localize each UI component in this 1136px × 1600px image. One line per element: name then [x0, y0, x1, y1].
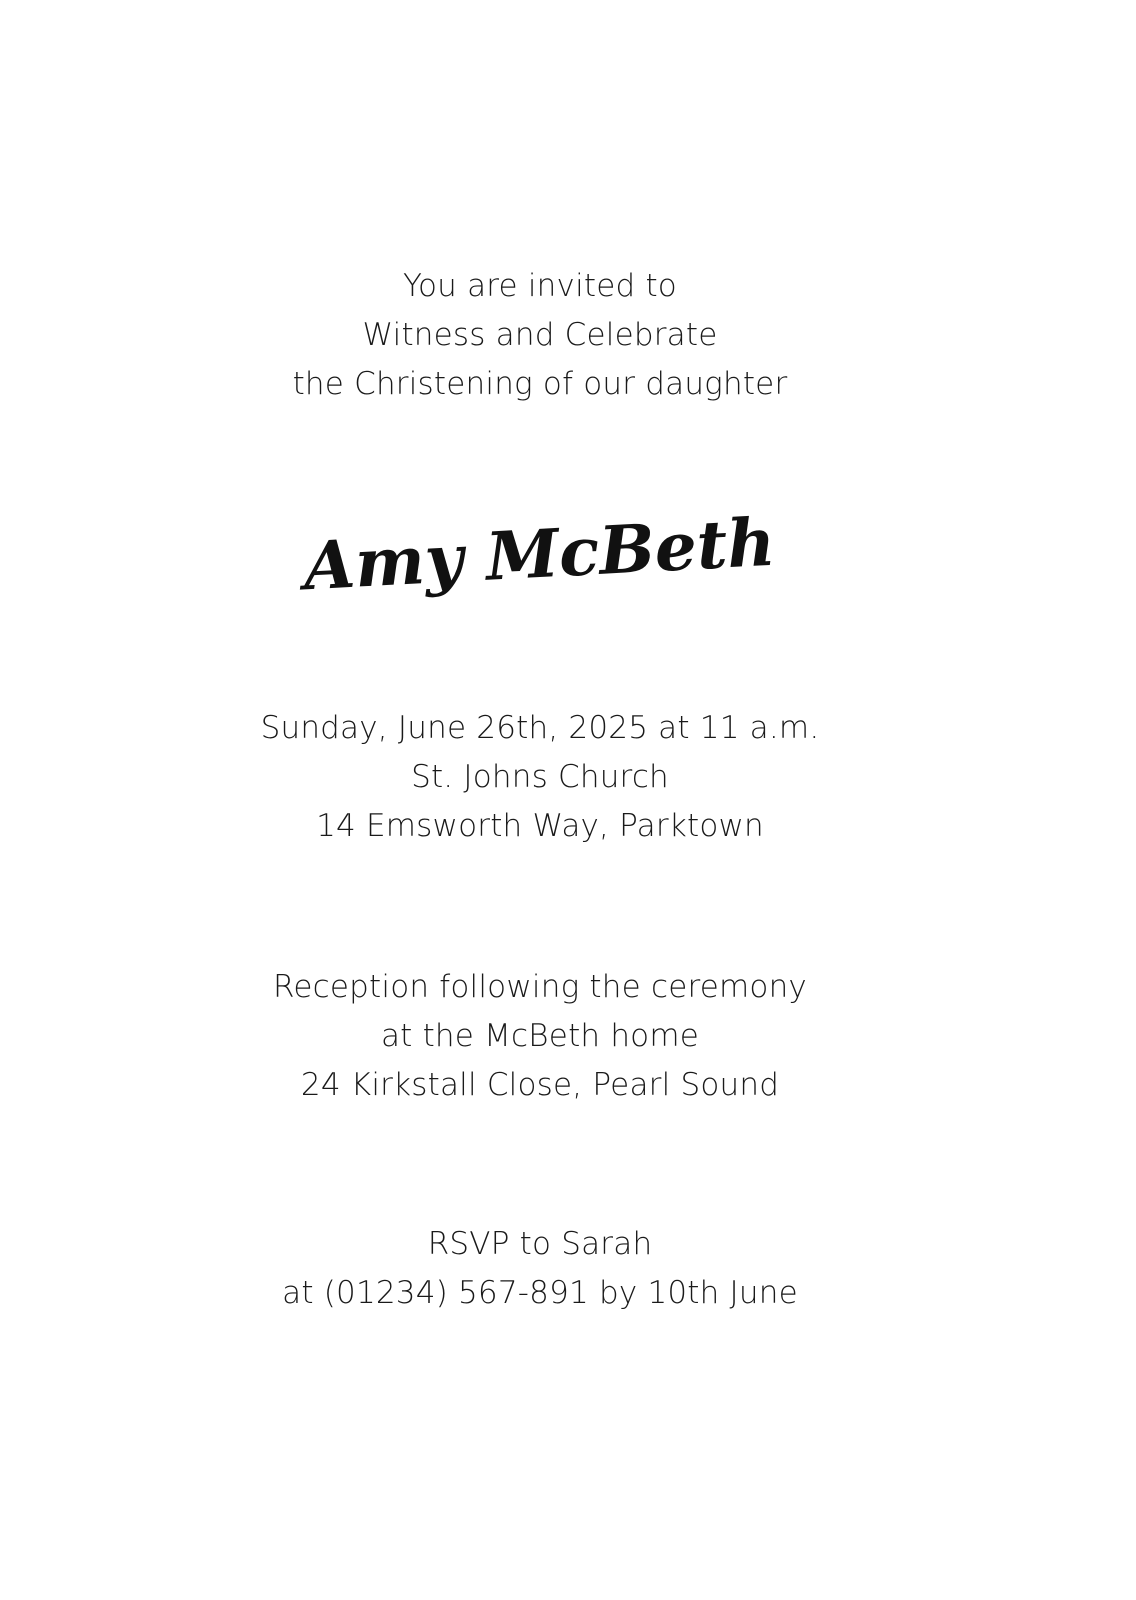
child-name-script [301, 495, 778, 625]
event-line: Sunday, June 26th, 2025 at 11 a.m. [260, 710, 820, 746]
intro-block [0, 262, 1080, 409]
intro-line: You are invited to [403, 268, 677, 304]
rsvp-details [0, 1220, 1080, 1318]
reception-line: at the McBeth home [380, 1018, 700, 1054]
event-line: 14 Emsworth Way, Parktown [316, 808, 764, 844]
intro-line: Witness and Celebrate [362, 317, 718, 353]
reception-line: Reception following the ceremony [273, 969, 807, 1005]
event-details [0, 704, 1080, 851]
event-line: St. Johns Church [411, 759, 669, 795]
child-name [301, 495, 778, 625]
reception-details [0, 963, 1080, 1110]
intro-line: the Christening of our daughter [292, 366, 788, 402]
reception-line: 24 Kirkstall Close, Pearl Sound [300, 1067, 780, 1103]
rsvp-line: RSVP to Sarah [427, 1226, 653, 1262]
child-name-text: Amy McBeth [301, 502, 778, 606]
rsvp-line: at (01234) 567-891 by 10th June [282, 1275, 798, 1311]
